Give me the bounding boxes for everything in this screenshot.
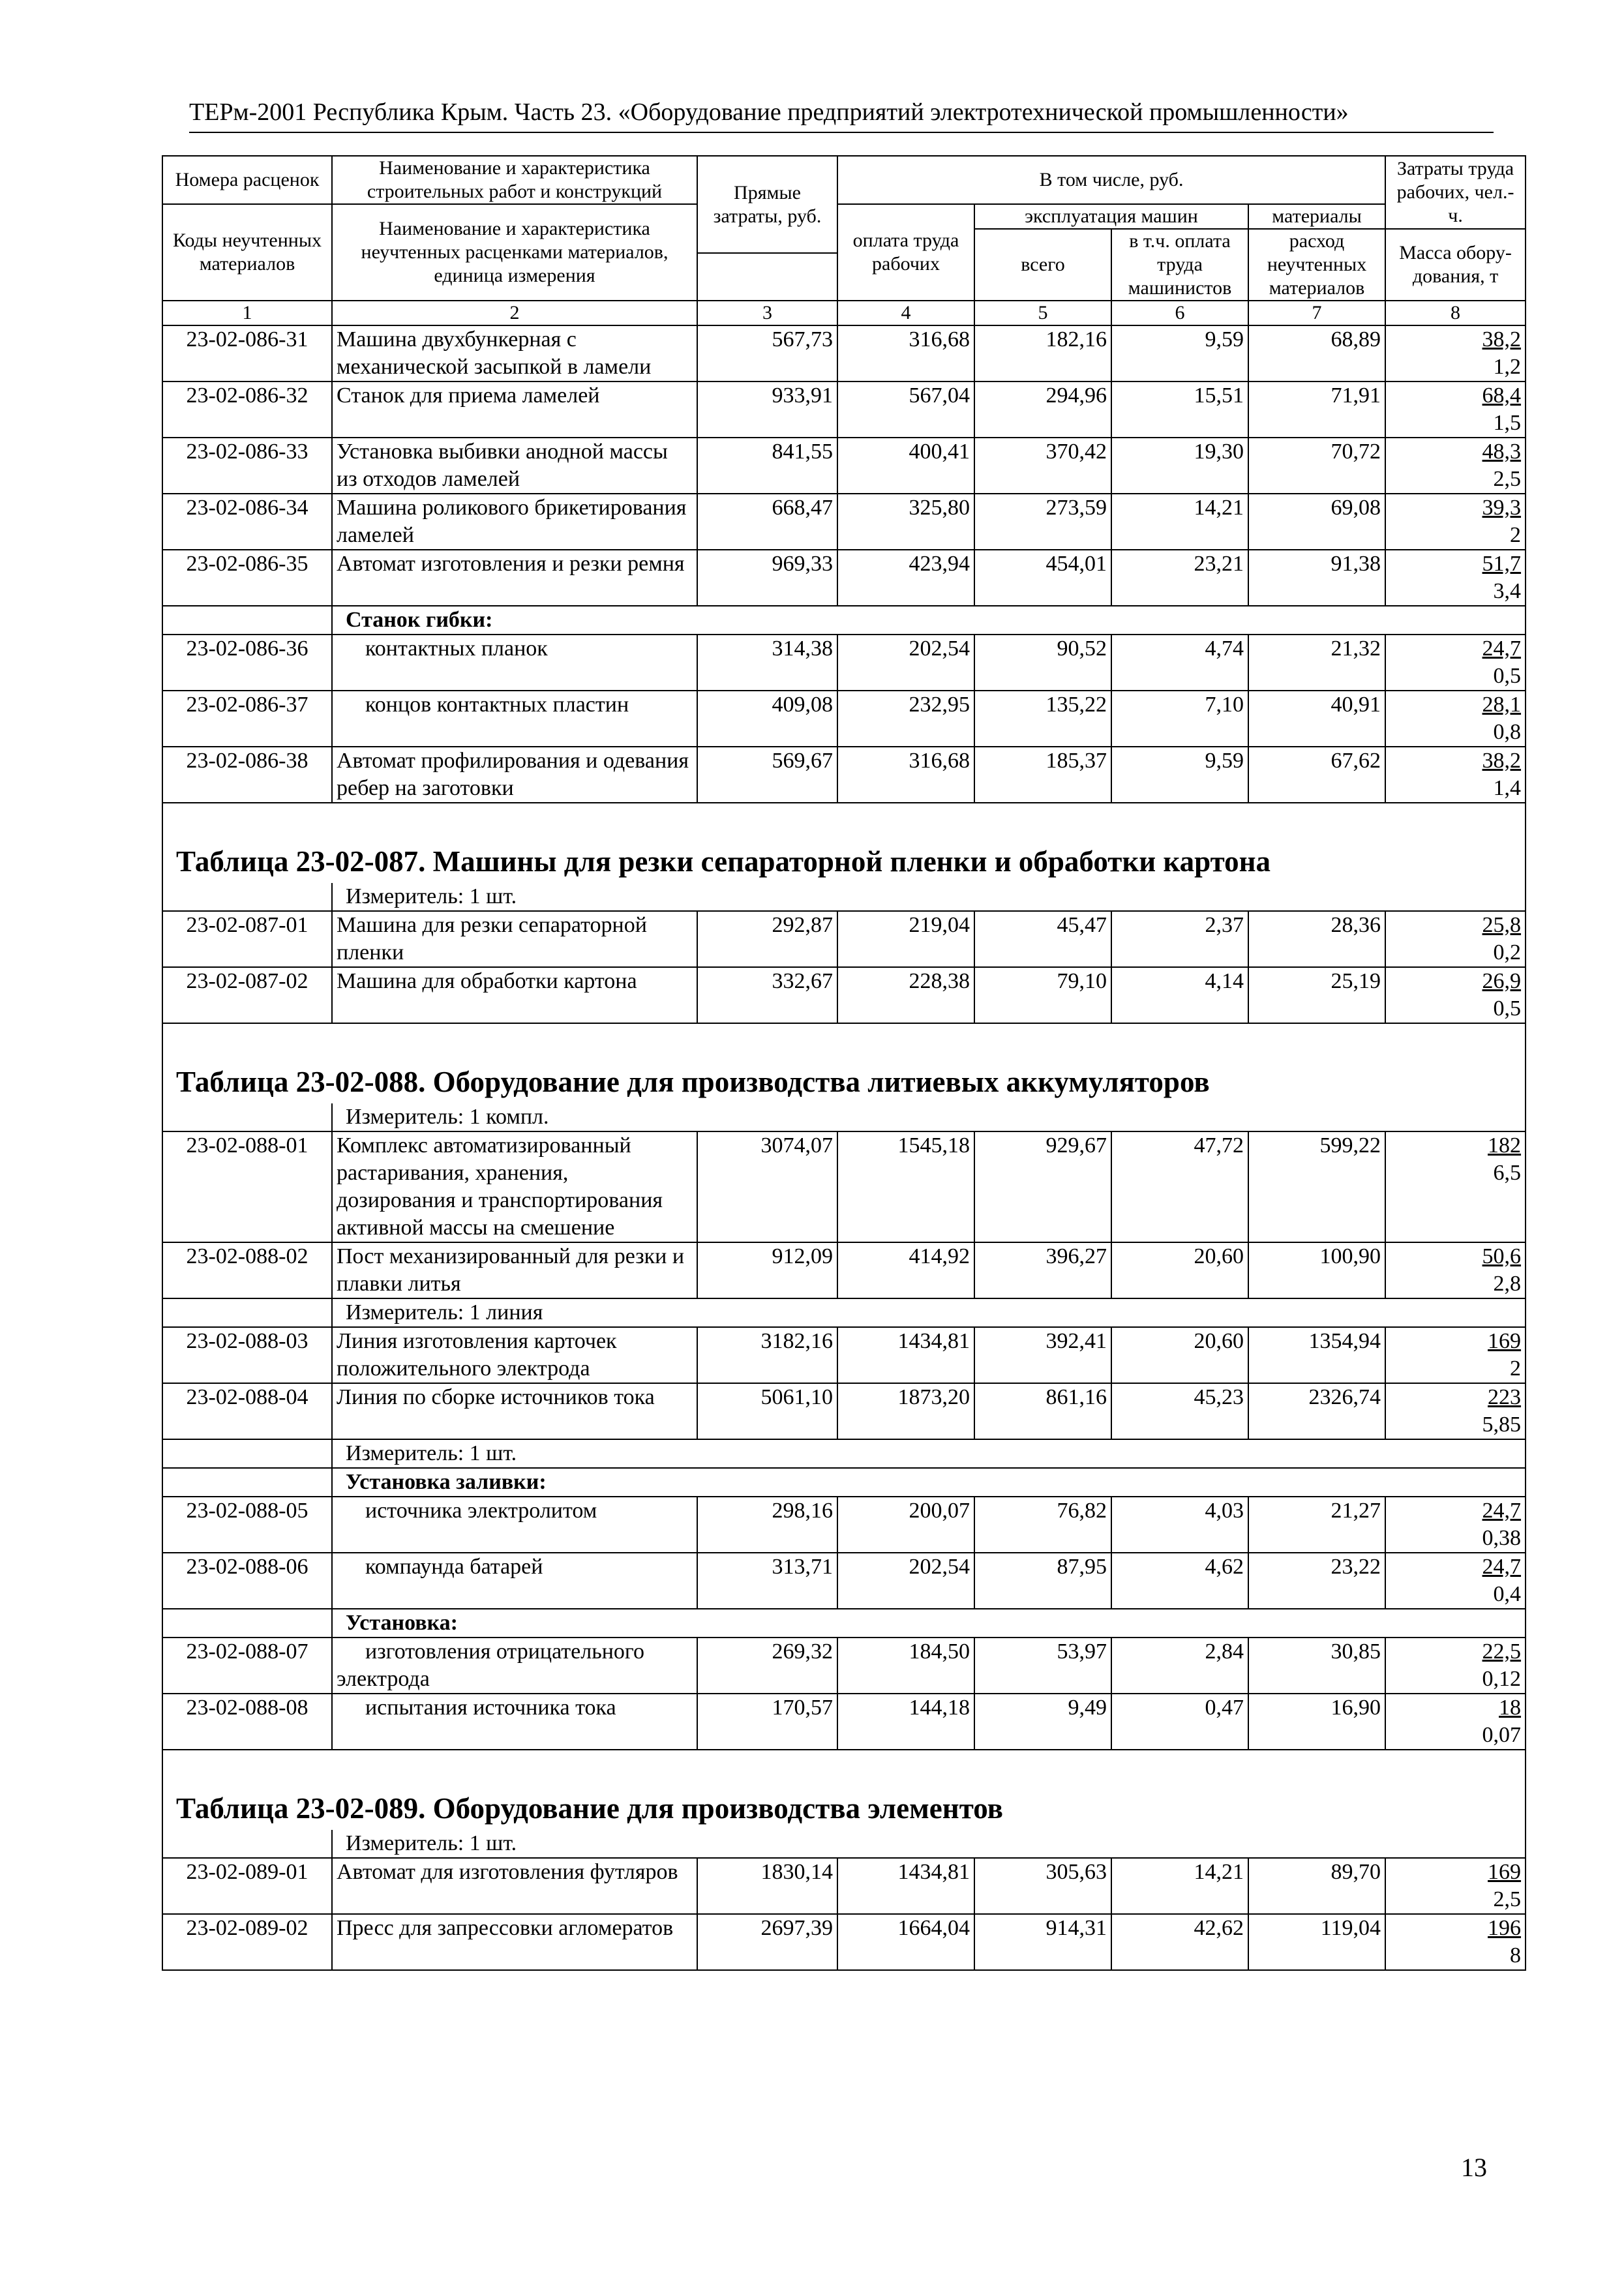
equipment-mass: 0,2 — [1493, 940, 1522, 965]
materials: 40,91 — [1248, 691, 1385, 747]
work-name: контактных планок — [332, 635, 697, 691]
labor-pay: 202,54 — [837, 635, 974, 691]
machinists-pay: 15,51 — [1111, 382, 1248, 438]
equipment-mass: 2,5 — [1493, 467, 1522, 491]
machines-total: 294,96 — [974, 382, 1111, 438]
spacer-row — [162, 803, 1526, 830]
machinists-pay: 9,59 — [1111, 325, 1248, 382]
rates-table-body — [162, 325, 1526, 1970]
page-number: 13 — [1461, 2153, 1487, 2182]
col-name-header: Наименование и характеристика строительных работ и конструкций — [332, 156, 697, 204]
direct-costs: 2697,39 — [697, 1914, 837, 1970]
col-direct-header: Прямые затраты, руб. — [697, 156, 837, 253]
table-row — [162, 1383, 1526, 1439]
equipment-mass: 5,85 — [1482, 1413, 1522, 1437]
spacer — [162, 1023, 1526, 1050]
col-number: 7 — [1248, 301, 1385, 325]
rate-code: 23-02-089-01 — [162, 1858, 332, 1914]
measure-unit: Измеритель: 1 компл. — [332, 1103, 1526, 1131]
equipment-mass: 2,5 — [1493, 1887, 1522, 1911]
labor-hours: 223 — [1488, 1385, 1522, 1409]
labor-hours: 182 — [1488, 1133, 1522, 1158]
labor-pay: 200,07 — [837, 1497, 974, 1553]
work-name: Машина для обработки картона — [332, 967, 697, 1023]
labor-and-mass — [1385, 382, 1526, 438]
machines-total: 305,63 — [974, 1858, 1111, 1914]
labor-and-mass — [1385, 1858, 1526, 1914]
rate-code: 23-02-086-38 — [162, 747, 332, 803]
table-row — [162, 747, 1526, 803]
labor-hours: 18 — [1499, 1696, 1522, 1720]
labor-hours: 22,5 — [1482, 1639, 1522, 1664]
table-title-row — [162, 830, 1526, 883]
group-code-spacer — [162, 606, 332, 635]
labor-pay: 567,04 — [837, 382, 974, 438]
machinists-pay: 2,84 — [1111, 1638, 1248, 1694]
table-row — [162, 635, 1526, 691]
equipment-mass: 0,5 — [1493, 996, 1522, 1021]
direct-costs: 332,67 — [697, 967, 837, 1023]
equipment-mass: 2 — [1510, 1356, 1522, 1381]
work-name: Установка выбивки анодной массы из отходов ламелей — [332, 438, 697, 494]
materials: 30,85 — [1248, 1638, 1385, 1694]
table-row — [162, 1327, 1526, 1383]
work-name: Станок для приема ламелей — [332, 382, 697, 438]
machinists-pay: 4,74 — [1111, 635, 1248, 691]
machines-total: 182,16 — [974, 325, 1111, 382]
machines-total: 273,59 — [974, 494, 1111, 550]
materials: 70,72 — [1248, 438, 1385, 494]
group-code-spacer — [162, 1468, 332, 1497]
labor-hours: 38,2 — [1482, 749, 1522, 773]
rate-code: 23-02-088-06 — [162, 1553, 332, 1609]
materials: 100,90 — [1248, 1242, 1385, 1298]
direct-costs: 668,47 — [697, 494, 837, 550]
direct-costs: 170,57 — [697, 1694, 837, 1750]
materials: 2326,74 — [1248, 1383, 1385, 1439]
measure-unit: Измеритель: 1 линия — [332, 1298, 1526, 1327]
equipment-mass: 1,2 — [1493, 355, 1522, 379]
machinists-pay: 0,47 — [1111, 1694, 1248, 1750]
direct-costs: 3182,16 — [697, 1327, 837, 1383]
machinists-pay: 42,62 — [1111, 1914, 1248, 1970]
table-title: Таблица 23-02-087. Машины для резки сепараторной пленки и обработки картона — [162, 830, 1526, 883]
work-name: Линия по сборке источников тока — [332, 1383, 697, 1439]
rate-code: 23-02-086-37 — [162, 691, 332, 747]
labor-and-mass — [1385, 967, 1526, 1023]
measure-code-spacer — [162, 1439, 332, 1468]
machinists-pay: 47,72 — [1111, 1131, 1248, 1242]
labor-hours: 26,9 — [1482, 969, 1522, 993]
direct-costs: 313,71 — [697, 1553, 837, 1609]
materials: 67,62 — [1248, 747, 1385, 803]
work-name — [332, 1638, 697, 1694]
table-title: Таблица 23-02-089. Оборудование для производства элементов — [162, 1776, 1526, 1830]
work-name: Пресс для запрессовки агломератов — [332, 1914, 697, 1970]
rate-code: 23-02-088-07 — [162, 1638, 332, 1694]
machines-total: 914,31 — [974, 1914, 1111, 1970]
work-name: источника электролитом — [332, 1497, 697, 1553]
labor-hours: 48,3 — [1482, 440, 1522, 464]
col-codes-header: Номера расценок — [162, 156, 332, 204]
equipment-mass: 1,4 — [1493, 776, 1522, 800]
direct-costs: 1830,14 — [697, 1858, 837, 1914]
machines-total: 396,27 — [974, 1242, 1111, 1298]
labor-pay: 219,04 — [837, 911, 974, 967]
labor-hours: 50,6 — [1482, 1244, 1522, 1268]
table-title: Таблица 23-02-088. Оборудование для производства литиевых аккумуляторов — [162, 1050, 1526, 1103]
work-name: Пост механизированный для резки и плавки литья — [332, 1242, 697, 1298]
table-row — [162, 325, 1526, 382]
work-name: Автомат для изготовления футляров — [332, 1858, 697, 1914]
rate-code: 23-02-088-04 — [162, 1383, 332, 1439]
col-materials-header: материалы — [1248, 204, 1385, 229]
spacer-row — [162, 1750, 1526, 1776]
labor-and-mass — [1385, 1327, 1526, 1383]
work-name: компаунда батарей — [332, 1553, 697, 1609]
group-code-spacer — [162, 1609, 332, 1638]
machinists-pay: 14,21 — [1111, 1858, 1248, 1914]
table-row — [162, 1131, 1526, 1242]
equipment-mass: 2 — [1510, 523, 1522, 547]
direct-costs: 5061,10 — [697, 1383, 837, 1439]
work-name: Машина роликового брикетирования ламелей — [332, 494, 697, 550]
col-name-materials-header: Наименование и характеристика неучтенных расценками материалов, единица измерения — [332, 204, 697, 301]
rate-code: 23-02-086-31 — [162, 325, 332, 382]
col-labor-pay-header: оплата труда рабочих — [837, 204, 974, 301]
equipment-mass: 0,8 — [1493, 720, 1522, 744]
materials: 69,08 — [1248, 494, 1385, 550]
spacer — [162, 1750, 1526, 1776]
col-number: 3 — [697, 301, 837, 325]
rate-code: 23-02-086-33 — [162, 438, 332, 494]
materials: 1354,94 — [1248, 1327, 1385, 1383]
machinists-pay: 2,37 — [1111, 911, 1248, 967]
direct-costs: 3074,07 — [697, 1131, 837, 1242]
machines-total: 370,42 — [974, 438, 1111, 494]
labor-hours: 28,1 — [1482, 693, 1522, 717]
machinists-pay: 20,60 — [1111, 1327, 1248, 1383]
labor-and-mass — [1385, 635, 1526, 691]
labor-and-mass — [1385, 438, 1526, 494]
direct-costs: 314,38 — [697, 635, 837, 691]
machines-total: 185,37 — [974, 747, 1111, 803]
measure-code-spacer — [162, 883, 332, 911]
labor-pay: 1434,81 — [837, 1327, 974, 1383]
machinists-pay: 9,59 — [1111, 747, 1248, 803]
group-label-row — [162, 1609, 1526, 1638]
machines-total: 90,52 — [974, 635, 1111, 691]
work-name: Комплекс автоматизированный растаривания, хранения, дозирования и транспортирования активной массы на смешение — [332, 1131, 697, 1242]
machines-total: 135,22 — [974, 691, 1111, 747]
labor-hours: 25,8 — [1482, 913, 1522, 937]
machines-total: 45,47 — [974, 911, 1111, 967]
col-number: 2 — [332, 301, 697, 325]
labor-hours: 39,3 — [1482, 496, 1522, 520]
machinists-pay: 45,23 — [1111, 1383, 1248, 1439]
materials: 599,22 — [1248, 1131, 1385, 1242]
table-row — [162, 691, 1526, 747]
rate-code: 23-02-087-02 — [162, 967, 332, 1023]
machinists-pay: 19,30 — [1111, 438, 1248, 494]
machines-total: 861,16 — [974, 1383, 1111, 1439]
labor-hours: 24,7 — [1482, 636, 1522, 661]
machinists-pay: 4,03 — [1111, 1497, 1248, 1553]
col-machines-pay-header: в т.ч. оплата труда машинистов — [1111, 229, 1248, 301]
measure-row — [162, 1103, 1526, 1131]
group-label: Установка: — [332, 1609, 1526, 1638]
measure-row — [162, 1439, 1526, 1468]
work-name: Автомат профилирования и одевания ребер на заготовки — [332, 747, 697, 803]
work-name: Машина двухбункерная с механической засыпкой в ламели — [332, 325, 697, 382]
table-row — [162, 550, 1526, 606]
group-label-row — [162, 1468, 1526, 1497]
labor-and-mass — [1385, 494, 1526, 550]
labor-and-mass — [1385, 747, 1526, 803]
machinists-pay: 4,14 — [1111, 967, 1248, 1023]
measure-unit: Измеритель: 1 шт. — [332, 1830, 1526, 1858]
materials: 21,27 — [1248, 1497, 1385, 1553]
equipment-mass: 0,12 — [1482, 1667, 1522, 1691]
labor-pay: 1873,20 — [837, 1383, 974, 1439]
work-name-line: изготовления отрицательного — [365, 1639, 645, 1664]
labor-hours: 169 — [1488, 1860, 1522, 1884]
labor-hours: 51,7 — [1482, 552, 1522, 576]
col-machines-total-header: всего — [974, 229, 1111, 301]
labor-hours: 38,2 — [1482, 327, 1522, 352]
machines-total: 392,41 — [974, 1327, 1111, 1383]
rate-code: 23-02-088-01 — [162, 1131, 332, 1242]
measure-code-spacer — [162, 1298, 332, 1327]
table-row — [162, 382, 1526, 438]
labor-pay: 423,94 — [837, 550, 974, 606]
table-title-row — [162, 1050, 1526, 1103]
equipment-mass: 0,38 — [1482, 1526, 1522, 1550]
labor-and-mass — [1385, 911, 1526, 967]
labor-and-mass — [1385, 1242, 1526, 1298]
col-labor-header: Затраты труда рабочих, чел.-ч. — [1385, 156, 1526, 229]
direct-costs: 569,67 — [697, 747, 837, 803]
materials: 71,91 — [1248, 382, 1385, 438]
materials: 21,32 — [1248, 635, 1385, 691]
table-title-row — [162, 1776, 1526, 1830]
labor-hours: 68,4 — [1482, 383, 1522, 408]
work-name: испытания источника тока — [332, 1694, 697, 1750]
machinists-pay: 7,10 — [1111, 691, 1248, 747]
labor-pay: 232,95 — [837, 691, 974, 747]
table-row — [162, 438, 1526, 494]
table-row — [162, 1638, 1526, 1694]
group-label: Установка заливки: — [332, 1468, 1526, 1497]
col-including-header: В том числе, руб. — [837, 156, 1385, 204]
equipment-mass: 0,07 — [1482, 1723, 1522, 1747]
direct-costs: 409,08 — [697, 691, 837, 747]
rate-code: 23-02-086-32 — [162, 382, 332, 438]
machinists-pay: 20,60 — [1111, 1242, 1248, 1298]
col-mass-header: Масса обору-дования, т — [1385, 229, 1526, 301]
labor-hours: 24,7 — [1482, 1555, 1522, 1579]
col-machines-header: эксплуатация машин — [974, 204, 1248, 229]
labor-and-mass — [1385, 1131, 1526, 1242]
machinists-pay: 23,21 — [1111, 550, 1248, 606]
measure-unit: Измеритель: 1 шт. — [332, 883, 1526, 911]
labor-pay: 1545,18 — [837, 1131, 974, 1242]
direct-costs: 912,09 — [697, 1242, 837, 1298]
labor-pay: 202,54 — [837, 1553, 974, 1609]
materials: 25,19 — [1248, 967, 1385, 1023]
labor-pay: 1664,04 — [837, 1914, 974, 1970]
measure-row — [162, 1298, 1526, 1327]
machinists-pay: 14,21 — [1111, 494, 1248, 550]
labor-and-mass — [1385, 1553, 1526, 1609]
col-direct-spacer — [697, 253, 837, 301]
machines-total: 454,01 — [974, 550, 1111, 606]
table-row — [162, 967, 1526, 1023]
measure-code-spacer — [162, 1830, 332, 1858]
labor-and-mass — [1385, 1914, 1526, 1970]
table-row — [162, 1858, 1526, 1914]
table-row — [162, 1242, 1526, 1298]
rates-table — [162, 155, 1526, 1971]
work-name: Линия изготовления карточек положительного электрода — [332, 1327, 697, 1383]
rate-code: 23-02-086-35 — [162, 550, 332, 606]
group-label-row — [162, 606, 1526, 635]
equipment-mass: 6,5 — [1493, 1161, 1522, 1185]
equipment-mass: 8 — [1510, 1943, 1522, 1967]
rate-code: 23-02-087-01 — [162, 911, 332, 967]
direct-costs: 841,55 — [697, 438, 837, 494]
labor-pay: 414,92 — [837, 1242, 974, 1298]
direct-costs: 269,32 — [697, 1638, 837, 1694]
labor-hours: 169 — [1488, 1329, 1522, 1353]
machines-total: 87,95 — [974, 1553, 1111, 1609]
measure-unit: Измеритель: 1 шт. — [332, 1439, 1526, 1468]
machines-total: 53,97 — [974, 1638, 1111, 1694]
spacer — [162, 803, 1526, 830]
equipment-mass: 2,8 — [1493, 1272, 1522, 1296]
labor-and-mass — [1385, 550, 1526, 606]
labor-pay: 316,68 — [837, 325, 974, 382]
table-row — [162, 1694, 1526, 1750]
materials: 23,22 — [1248, 1553, 1385, 1609]
work-name: Автомат изготовления и резки ремня — [332, 550, 697, 606]
labor-hours: 196 — [1488, 1916, 1522, 1940]
direct-costs: 298,16 — [697, 1497, 837, 1553]
measure-row — [162, 883, 1526, 911]
measure-code-spacer — [162, 1103, 332, 1131]
labor-and-mass — [1385, 1638, 1526, 1694]
machines-total: 929,67 — [974, 1131, 1111, 1242]
equipment-mass: 3,4 — [1493, 579, 1522, 603]
rate-code: 23-02-088-02 — [162, 1242, 332, 1298]
direct-costs: 567,73 — [697, 325, 837, 382]
rate-code: 23-02-088-08 — [162, 1694, 332, 1750]
direct-costs: 933,91 — [697, 382, 837, 438]
labor-pay: 184,50 — [837, 1638, 974, 1694]
machines-total: 9,49 — [974, 1694, 1111, 1750]
labor-pay: 144,18 — [837, 1694, 974, 1750]
equipment-mass: 0,4 — [1493, 1582, 1522, 1606]
col-number: 5 — [974, 301, 1111, 325]
col-codes-materials-header: Коды неучтенных материалов — [162, 204, 332, 301]
machines-total: 79,10 — [974, 967, 1111, 1023]
table-row — [162, 1914, 1526, 1970]
col-materials-use-header: расход неучтенных материалов — [1248, 229, 1385, 301]
group-label: Станок гибки: — [332, 606, 1526, 635]
table-row — [162, 1553, 1526, 1609]
col-number: 4 — [837, 301, 974, 325]
machines-total: 76,82 — [974, 1497, 1111, 1553]
rate-code: 23-02-086-36 — [162, 635, 332, 691]
equipment-mass: 1,5 — [1493, 411, 1522, 435]
rate-code: 23-02-088-03 — [162, 1327, 332, 1383]
spacer-row — [162, 1023, 1526, 1050]
labor-pay: 325,80 — [837, 494, 974, 550]
table-row — [162, 494, 1526, 550]
header-rule — [189, 132, 1494, 133]
work-name: Машина для резки сепараторной пленки — [332, 911, 697, 967]
direct-costs: 969,33 — [697, 550, 837, 606]
rate-code: 23-02-086-34 — [162, 494, 332, 550]
col-number: 1 — [162, 301, 332, 325]
labor-pay: 316,68 — [837, 747, 974, 803]
col-number: 6 — [1111, 301, 1248, 325]
materials: 119,04 — [1248, 1914, 1385, 1970]
materials: 28,36 — [1248, 911, 1385, 967]
materials: 68,89 — [1248, 325, 1385, 382]
rate-code: 23-02-088-05 — [162, 1497, 332, 1553]
materials: 89,70 — [1248, 1858, 1385, 1914]
labor-and-mass — [1385, 1497, 1526, 1553]
labor-and-mass — [1385, 1694, 1526, 1750]
page-header: ТЕРм-2001 Республика Крым. Часть 23. «Оборудование предприятий электротехнической промышленности» — [189, 98, 1349, 126]
labor-pay: 400,41 — [837, 438, 974, 494]
rate-code: 23-02-089-02 — [162, 1914, 332, 1970]
col-number: 8 — [1385, 301, 1526, 325]
labor-pay: 1434,81 — [837, 1858, 974, 1914]
labor-and-mass — [1385, 691, 1526, 747]
labor-hours: 24,7 — [1482, 1499, 1522, 1523]
direct-costs: 292,87 — [697, 911, 837, 967]
labor-and-mass — [1385, 325, 1526, 382]
labor-and-mass — [1385, 1383, 1526, 1439]
work-name: концов контактных пластин — [332, 691, 697, 747]
measure-row — [162, 1830, 1526, 1858]
table-row — [162, 911, 1526, 967]
materials: 16,90 — [1248, 1694, 1385, 1750]
equipment-mass: 0,5 — [1493, 664, 1522, 688]
materials: 91,38 — [1248, 550, 1385, 606]
labor-pay: 228,38 — [837, 967, 974, 1023]
table-row — [162, 1497, 1526, 1553]
work-name-line: электрода — [337, 1667, 430, 1691]
machinists-pay: 4,62 — [1111, 1553, 1248, 1609]
